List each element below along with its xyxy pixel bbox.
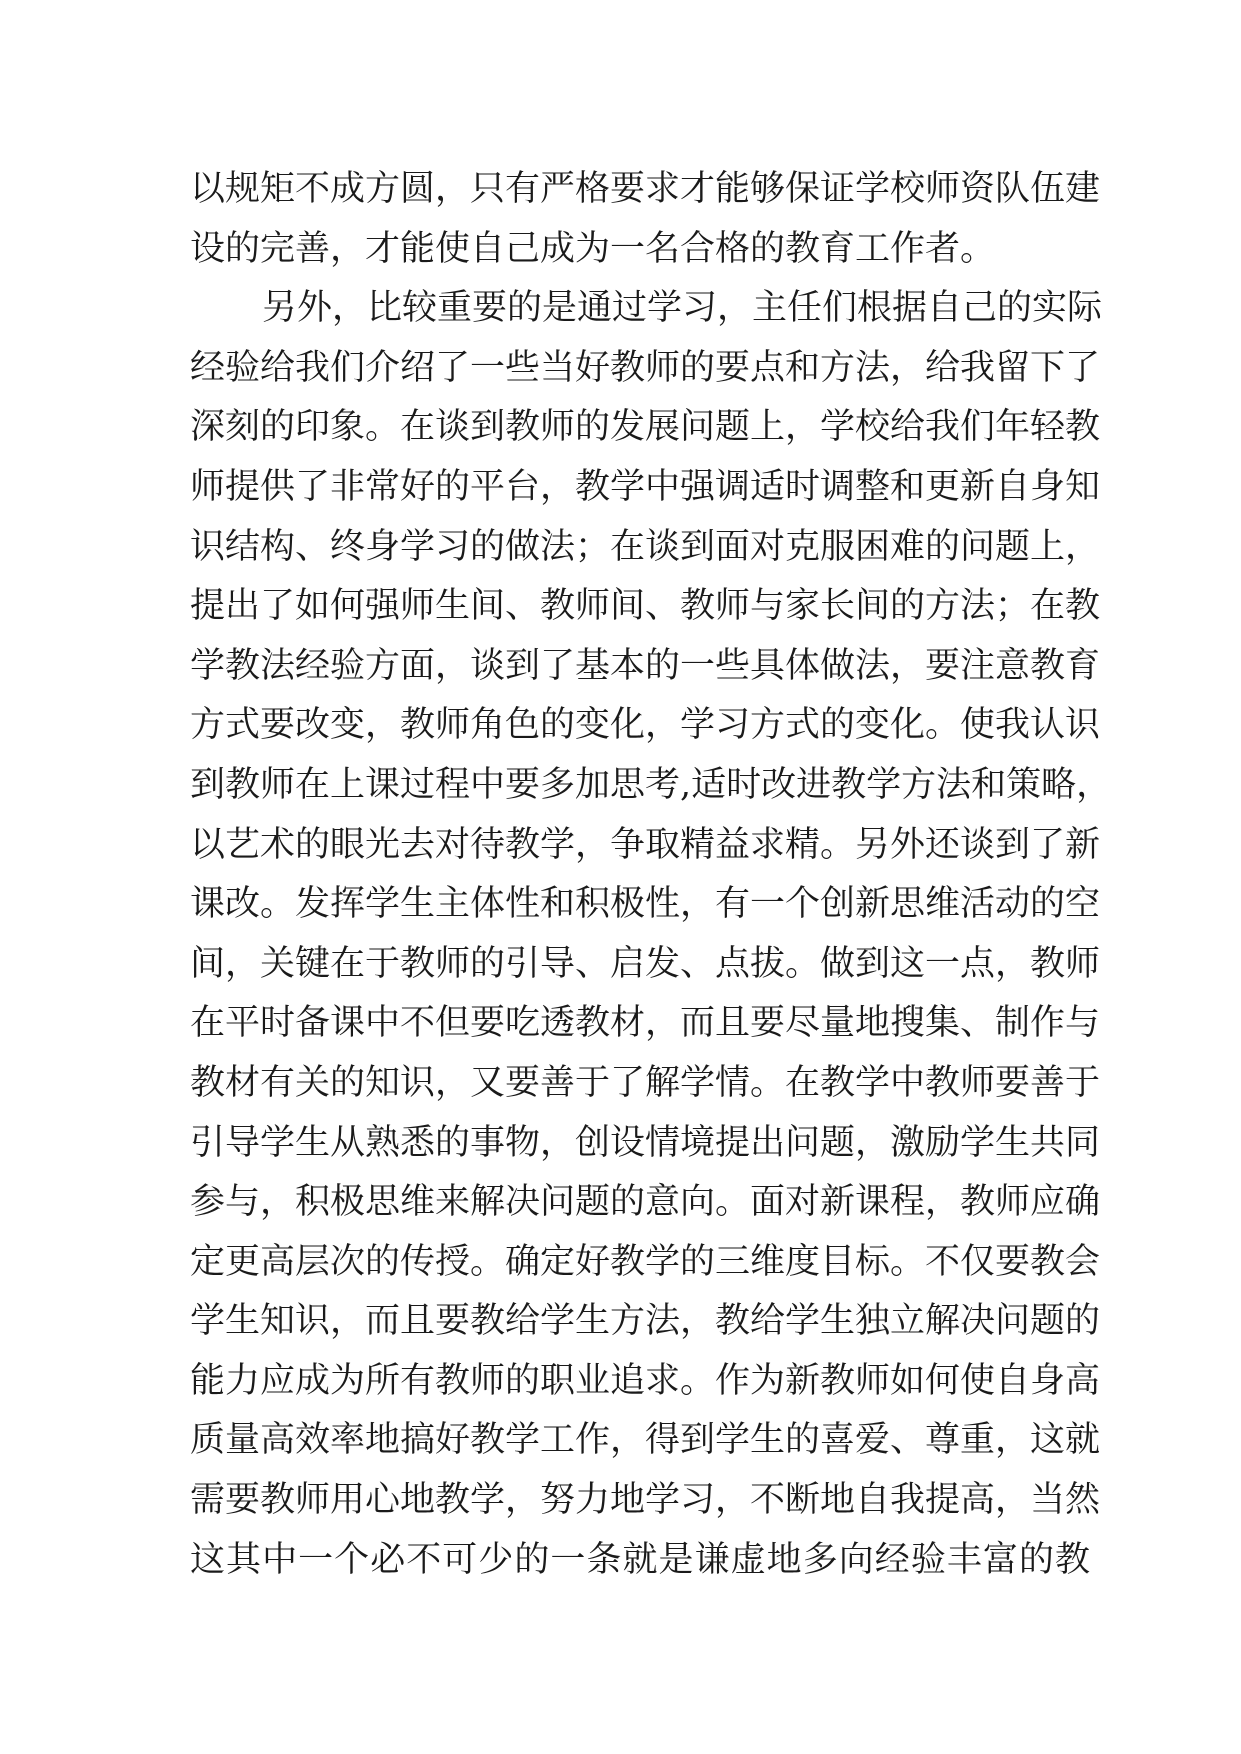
text-line-19: 定更高层次的传授。确定好教学的三维度目标。不仅要教会 — [190, 1241, 1101, 1282]
text-line-3: 另外，比较重要的是通过学习，主任们根据自己的实际 — [262, 288, 1103, 329]
text-line-9: 学教法经验方面，谈到了基本的一些具体做法，要注意教育 — [190, 645, 1101, 686]
text-line-1: 以规矩不成方圆，只有严格要求才能够保证学校师资队伍建 — [190, 169, 1101, 209]
text-line-16: 教材有关的知识，又要善于了解学情。在教学中教师要善于 — [190, 1062, 1101, 1103]
text-line-6: 师提供了非常好的平台，教学中强调适时调整和更新自身知 — [190, 466, 1101, 507]
text-line-14: 间，关键在于教师的引导、启发、点拔。做到这一点，教师 — [190, 943, 1101, 984]
text-line-4: 经验给我们介绍了一些当好教师的要点和方法，给我留下了 — [190, 347, 1101, 388]
text-line-7: 识结构、终身学习的做法；在谈到面对克服困难的问题上， — [190, 526, 1101, 567]
text-line-17: 引导学生从熟悉的事物，创设情境提出问题，激励学生共同 — [190, 1122, 1101, 1163]
text-line-22: 质量高效率地搞好教学工作，得到学生的喜爱、尊重，这就 — [190, 1420, 1101, 1461]
body-text — [190, 160, 1112, 1590]
text-line-24: 这其中一个必不可少的一条就是谦虚地多向经验丰富的教 — [190, 1539, 1090, 1580]
text-line-12: 以艺术的眼光去对待教学，争取精益求精。另外还谈到了新 — [190, 824, 1101, 865]
text-line-10: 方式要改变，教师角色的变化，学习方式的变化。使我认识 — [190, 705, 1101, 746]
text-line-20: 学生知识，而且要教给学生方法，教给学生独立解决问题的 — [190, 1301, 1101, 1342]
text-line-2: 设的完善，才能使自己成为一名合格的教育工作者。 — [190, 228, 996, 269]
text-line-21: 能力应成为所有教师的职业追求。作为新教师如何使自身高 — [190, 1360, 1101, 1401]
text-line-13: 课改。发挥学生主体性和积极性，有一个创新思维活动的空 — [190, 884, 1101, 925]
text-line-18: 参与，积极思维来解决问题的意向。面对新课程，教师应确 — [190, 1182, 1101, 1223]
text-line-11: 到教师在上课过程中要多加思考,适时改进教学方法和策略， — [190, 764, 1112, 805]
text-line-8: 提出了如何强师生间、教师间、教师与家长间的方法；在教 — [190, 586, 1101, 627]
text-line-15: 在平时备课中不但要吃透教材，而且要尽量地搜集、制作与 — [190, 1003, 1101, 1044]
text-line-23: 需要教师用心地教学，努力地学习，不断地自我提高，当然 — [190, 1480, 1101, 1521]
text-line-5: 深刻的印象。在谈到教师的发展问题上，学校给我们年轻教 — [190, 407, 1101, 448]
